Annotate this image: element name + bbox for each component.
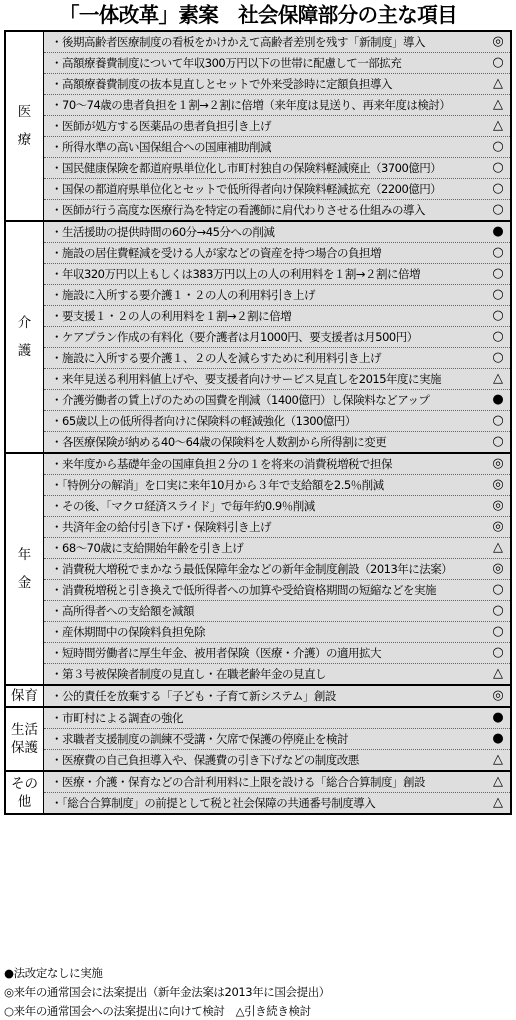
category-line: 生活: [11, 722, 38, 738]
status-mark: ○: [492, 434, 504, 449]
item-text: ・医師が処方する医薬品の患者負担引き上げ: [51, 119, 271, 133]
list-item: [44, 115, 510, 136]
category-label-other: [6, 772, 44, 813]
list-item: [44, 222, 510, 242]
list-item: [44, 305, 510, 326]
list-item: [44, 454, 510, 474]
section-welfare: [6, 706, 510, 770]
status-mark: ○: [492, 139, 504, 154]
item-text: ・国保の都道府県単位化とセットで低所得者向け保険料軽減拡充（2200億円）: [51, 182, 442, 196]
item-text: ・「総合合算制度」の前提として税と社会保障の共通番号制度導入: [51, 796, 376, 810]
item-text: ・公的責任を放棄する「子ども・子育て新システム」創設: [51, 689, 336, 703]
status-mark: ●: [492, 731, 504, 746]
category-char: 金: [17, 575, 32, 591]
status-mark: ◎: [492, 456, 504, 471]
list-item: [44, 32, 510, 52]
item-text: ・65歳以上の低所得者向けに保険料の軽減強化（1300億円）: [51, 414, 356, 428]
list-item: [44, 431, 510, 452]
status-mark: ○: [492, 624, 504, 639]
list-item: [44, 621, 510, 642]
status-mark: ○: [492, 266, 504, 281]
status-mark: ○: [492, 202, 504, 217]
page-title: 「一体改革」素案 社会保障部分の主な項目: [59, 3, 457, 27]
item-text: ・「特例分の解消」を口実に来年10月から３年で支給額を2.5％削減: [51, 478, 384, 492]
status-mark: ●: [492, 710, 504, 725]
section-other: [6, 770, 510, 813]
category-char: 介: [17, 315, 32, 331]
list-item: [44, 708, 510, 728]
list-item: [44, 495, 510, 516]
item-text: ・第３号被保険者制度の見直し・在職老齢年金の見直し: [51, 667, 326, 681]
status-mark: ○: [492, 603, 504, 618]
category-char: 護: [17, 343, 32, 359]
section-medical: [6, 32, 510, 220]
item-text: ・医療費の自己負担導入や、保護費の引き下げなどの制度改悪: [51, 753, 359, 767]
status-mark: ○: [492, 160, 504, 175]
list-item: [44, 157, 510, 178]
status-mark: ○: [492, 55, 504, 70]
status-mark: ○: [492, 245, 504, 260]
status-mark: ○: [492, 413, 504, 428]
item-text: ・求職者支援制度の訓練不受講・欠席で保護の停廃止を検討: [51, 732, 348, 746]
item-text: ・来年度から基礎年金の国庫負担２分の１を将来の消費税増税で担保: [51, 457, 392, 471]
legend: [4, 964, 512, 1020]
list-item: [44, 749, 510, 770]
item-text: ・高額療養費制度の抜本見直しとセットで外来受診時に定額負担導入: [51, 77, 392, 91]
list-item: [44, 326, 510, 347]
category-line: 保護: [11, 740, 38, 756]
status-mark: ○: [492, 645, 504, 660]
list-item: [44, 368, 510, 389]
status-mark: ◎: [492, 688, 504, 703]
list-item: [44, 410, 510, 431]
status-mark: △: [493, 795, 503, 810]
list-item: [44, 178, 510, 199]
item-text: ・その後、「マクロ経済スライド」で毎年約0.9％削減: [51, 499, 315, 513]
list-item: [44, 792, 510, 813]
item-text: ・消費税大増税でまかなう最低保障年金などの新年金制度創設（2013年に法案）: [51, 562, 453, 576]
item-text: ・68～70歳に支給開始年齢を引き上げ: [51, 541, 244, 555]
item-list: [44, 686, 510, 706]
category-char: 医: [17, 104, 32, 120]
item-text: ・介護労働者の賃上げのための国費を削減（1400億円）し保険料などアップ: [51, 393, 430, 407]
category-label-nursing-care: [6, 222, 44, 452]
item-text: ・後期高齢者医療制度の看板をかけかえて高齢者差別を残す「新制度」導入: [51, 35, 425, 49]
list-item: [44, 537, 510, 558]
list-item: [44, 199, 510, 220]
list-item: [44, 52, 510, 73]
item-text: ・高所得者への支給額を減額: [51, 604, 194, 618]
item-text: ・医療・介護・保育などの合計利用料に上限を設ける「総合合算制度」創設: [51, 775, 425, 789]
status-mark: ◎: [492, 561, 504, 576]
status-mark: ●: [492, 224, 504, 239]
list-item: [44, 347, 510, 368]
item-text: ・消費税増税と引き換えで低所得者への加算や受給資格期間の短縮などを実施: [51, 583, 436, 597]
category-line: その: [11, 775, 38, 792]
item-list: [44, 222, 510, 452]
list-item: [44, 389, 510, 410]
status-mark: ○: [492, 287, 504, 302]
item-text: ・施設に入所する要介護１・２の人の利用料引き上げ: [51, 288, 315, 302]
item-text: ・要支援１・２の人の利用料を１割→２割に倍増: [51, 309, 292, 323]
item-text: ・短時間労働者に厚生年金、被用者保険（医療・介護）の適用拡大: [51, 646, 381, 660]
section-nursing-care: [6, 220, 510, 452]
status-mark: △: [493, 371, 503, 386]
list-item: [44, 73, 510, 94]
item-text: ・生活援助の提供時間の60分→45分への削減: [51, 225, 275, 239]
item-text: ・市町村による調査の強化: [51, 711, 183, 725]
legend-line: ○来年の通常国会への法案提出に向けて検討 △引き続き検討: [4, 1004, 311, 1018]
item-list: [44, 772, 510, 813]
section-childcare: [6, 684, 510, 706]
item-text: ・産休期間中の保険料負担免除: [51, 625, 205, 639]
list-item: [44, 136, 510, 157]
category-label-welfare: [6, 708, 44, 770]
item-text: ・所得水準の高い国保組合への国庫補助削減: [51, 140, 271, 154]
list-item: [44, 284, 510, 305]
section-pension: [6, 452, 510, 684]
status-mark: ○: [492, 582, 504, 597]
category-char: 年: [17, 547, 32, 563]
policy-table: [4, 30, 512, 815]
list-item: [44, 579, 510, 600]
item-text: ・ケアプラン作成の有料化（要介護者は月1000円、要支援者は月500円）: [51, 330, 418, 344]
status-mark: △: [493, 752, 503, 767]
list-item: [44, 263, 510, 284]
status-mark: △: [493, 97, 503, 112]
list-item: [44, 772, 510, 792]
category-label-medical: [6, 32, 44, 220]
item-text: ・各医療保険が納める40～64歳の保険料を人数割から所得割に変更: [51, 435, 387, 449]
list-item: [44, 728, 510, 749]
status-mark: △: [493, 540, 503, 555]
legend-line: ●法改定なしに実施: [4, 966, 103, 980]
list-item: [44, 94, 510, 115]
list-item: [44, 600, 510, 621]
category-label-pension: [6, 454, 44, 684]
item-list: [44, 708, 510, 770]
item-text: ・来年見送る利用料値上げや、要支援者向けサービス見直しを2015年度に実施: [51, 372, 442, 386]
category-line: 他: [17, 793, 32, 810]
list-item: [44, 686, 510, 706]
list-item: [44, 558, 510, 579]
item-list: [44, 454, 510, 684]
item-text: ・施設の居住費軽減を受ける人が家などの資産を持つ場合の負担増: [51, 246, 381, 260]
item-list: [44, 32, 510, 220]
status-mark: ○: [492, 329, 504, 344]
status-mark: △: [493, 666, 503, 681]
item-text: ・70～74歳の患者負担を１割→２割に倍増（来年度は見送り、再来年度は検討）: [51, 98, 451, 112]
item-text: ・施設に入所する要介護１、２の人を減らすために利用料引き上げ: [51, 351, 381, 365]
status-mark: △: [493, 118, 503, 133]
status-mark: ◎: [492, 34, 504, 49]
status-mark: ◎: [492, 477, 504, 492]
list-item: [44, 242, 510, 263]
item-text: ・高額療養費制度について年収300万円以下の世帯に配慮して一部拡充: [51, 56, 402, 70]
list-item: [44, 642, 510, 663]
list-item: [44, 516, 510, 537]
status-mark: ●: [492, 392, 504, 407]
legend-line: ◎来年の通常国会に法案提出（新年金法案は2013年に国会提出）: [4, 985, 330, 999]
category-char: 療: [17, 132, 32, 148]
category-label-childcare: 保育: [6, 686, 44, 706]
status-mark: △: [493, 774, 503, 789]
status-mark: ◎: [492, 519, 504, 534]
item-text: ・医師が行う高度な医療行為を特定の看護師に肩代わりさせる仕組みの導入: [51, 203, 425, 217]
item-text: ・国民健康保険を都道府県単位化し市町村独自の保険料軽減廃止（3700億円）: [51, 161, 442, 175]
item-text: ・年収320万円以上もしくは383万円以上の人の利用料を１割→２割に倍増: [51, 267, 421, 281]
status-mark: ◎: [492, 498, 504, 513]
status-mark: ○: [492, 350, 504, 365]
list-item: [44, 663, 510, 684]
status-mark: ○: [492, 308, 504, 323]
item-text: ・共済年金の給付引き下げ・保険料引き上げ: [51, 520, 271, 534]
status-mark: ○: [492, 181, 504, 196]
status-mark: △: [493, 76, 503, 91]
list-item: [44, 474, 510, 495]
